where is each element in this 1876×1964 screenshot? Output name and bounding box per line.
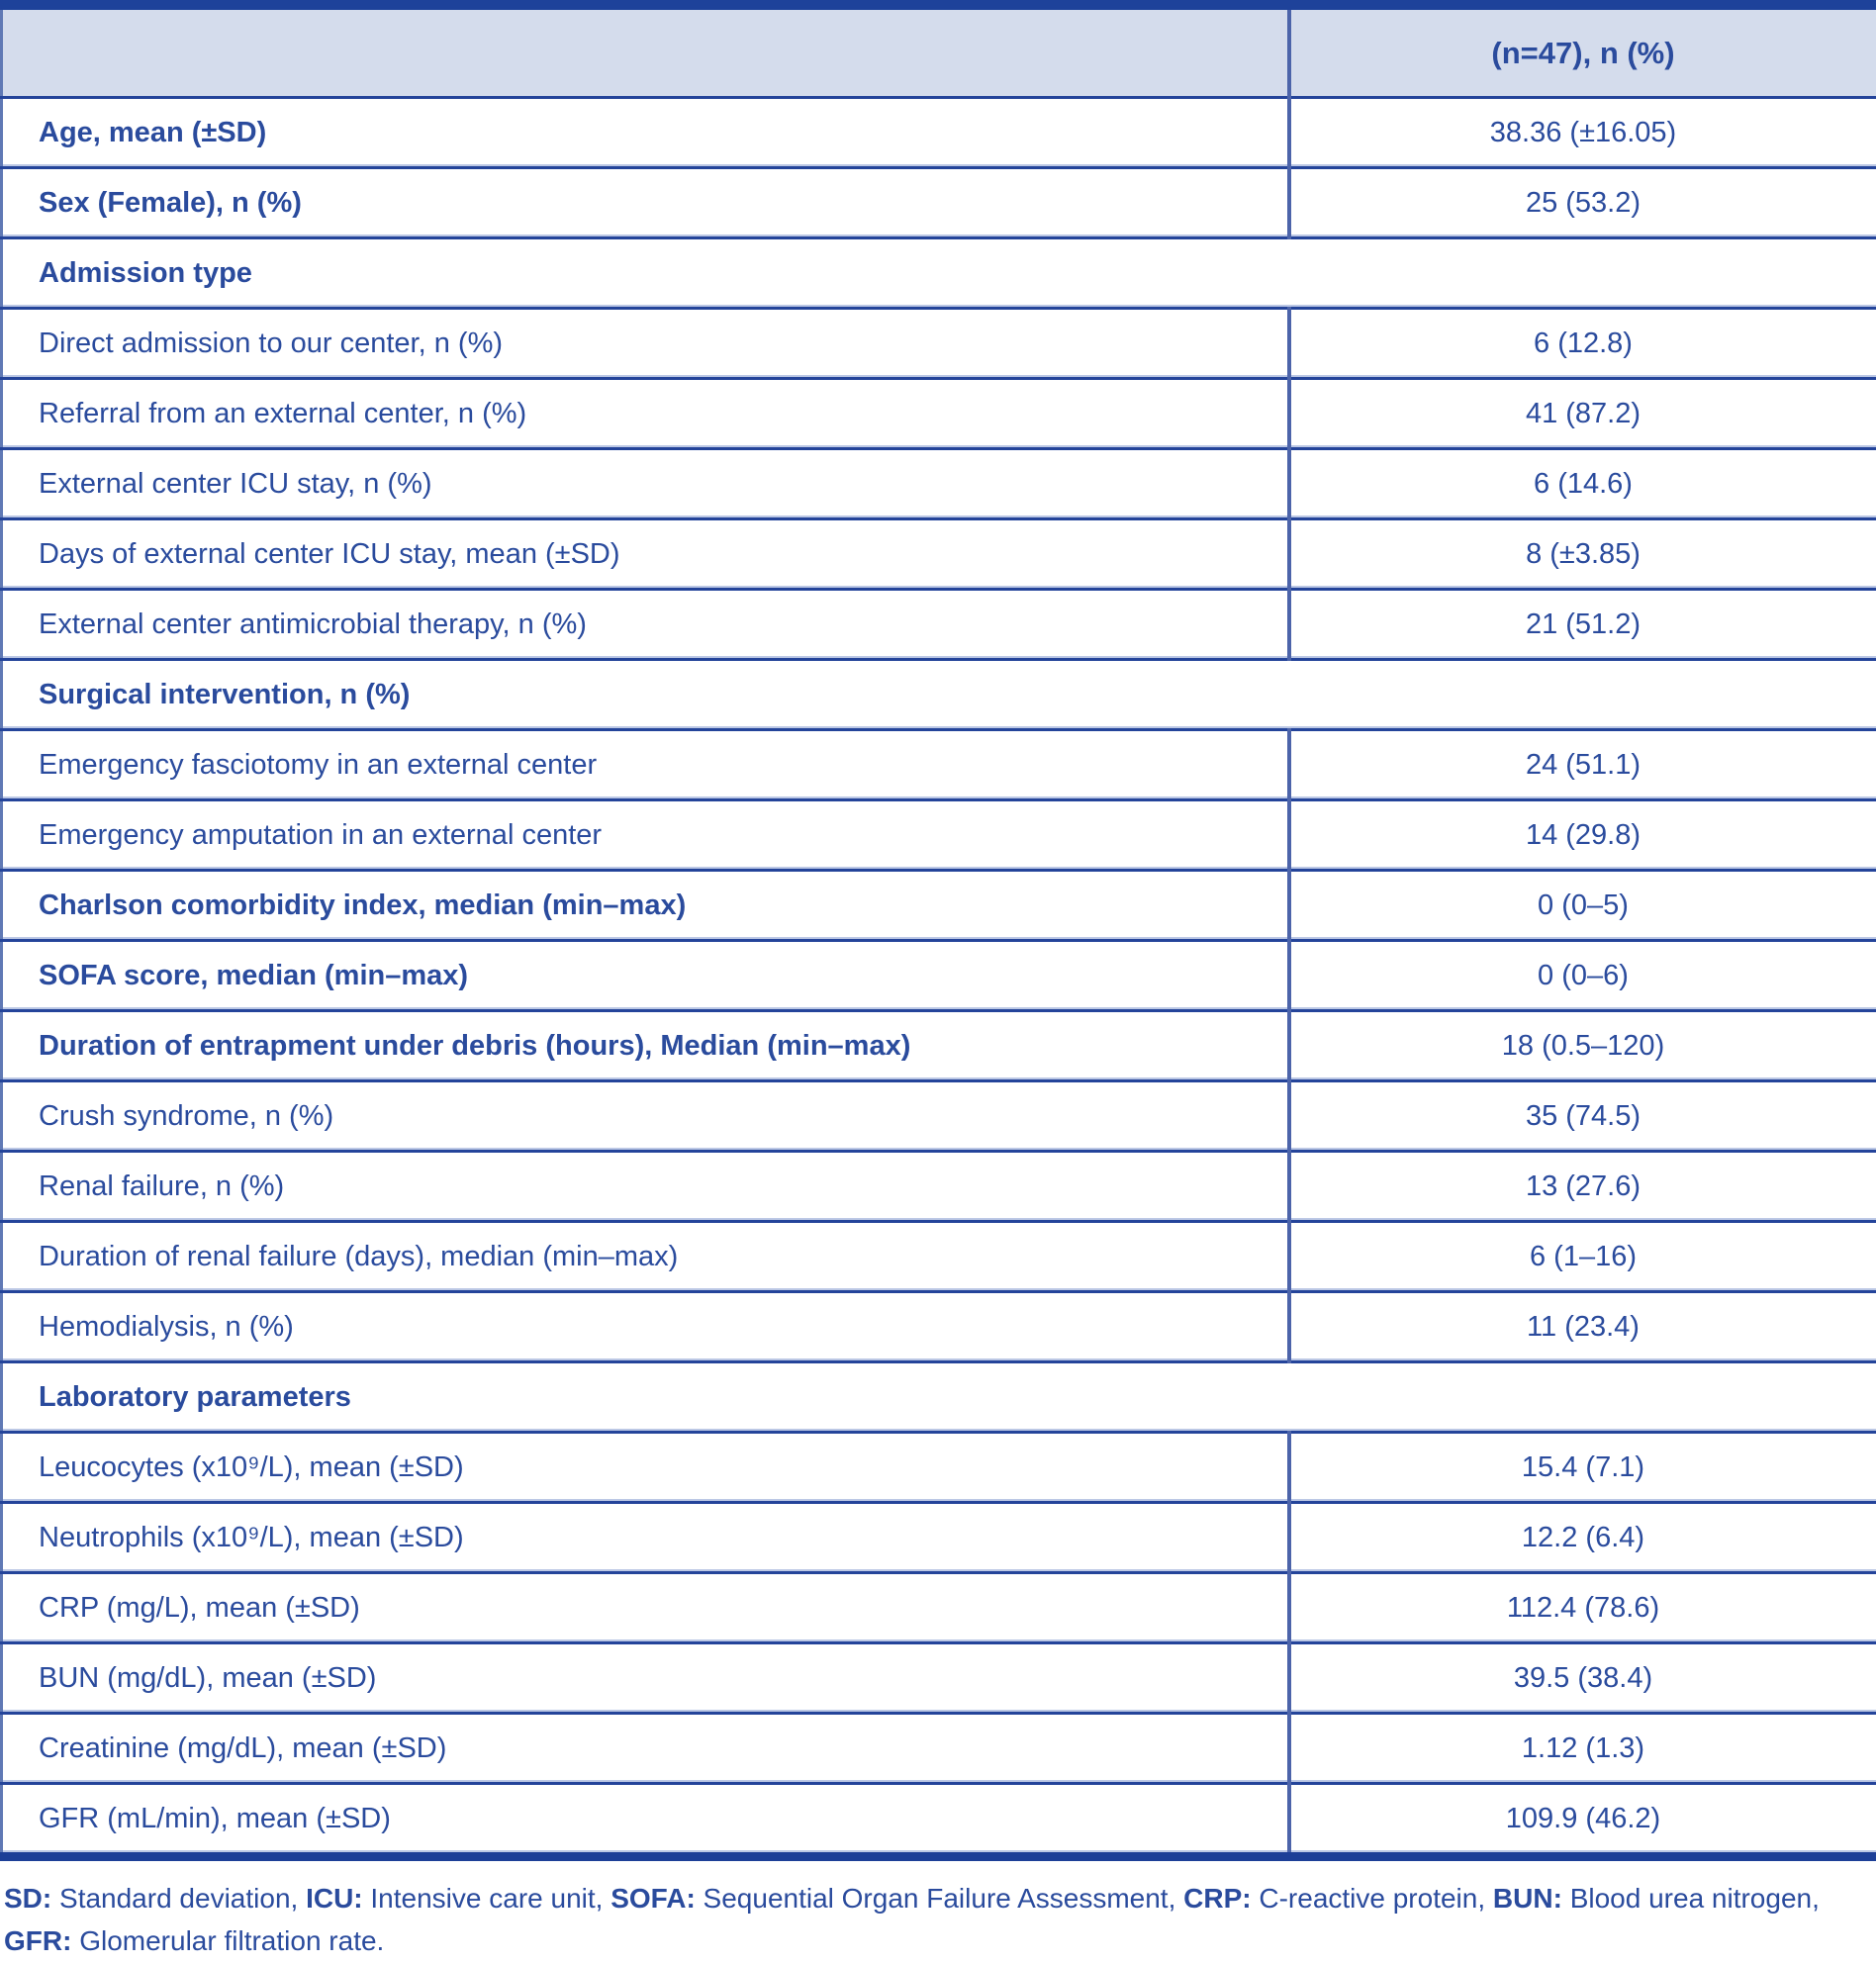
table-row xyxy=(2,1573,1876,1643)
row-label: Renal failure, n (%) xyxy=(2,1152,1289,1222)
footnote-definition: Glomerular filtration rate. xyxy=(71,1925,385,1957)
row-label: Leucocytes (x10⁹/L), mean (±SD) xyxy=(2,1433,1289,1503)
row-value: 0 (0–6) xyxy=(1289,941,1876,1011)
table-row xyxy=(2,941,1876,1011)
table-body xyxy=(2,98,1876,1857)
table-row xyxy=(2,379,1876,449)
footnote-definition: Sequential Organ Failure Assessment, xyxy=(695,1883,1184,1914)
footnote-definition: Blood urea nitrogen, xyxy=(1561,1883,1820,1914)
footnote-term: BUN: xyxy=(1492,1883,1562,1914)
row-value: 35 (74.5) xyxy=(1289,1081,1876,1152)
row-value: 21 (51.2) xyxy=(1289,590,1876,660)
row-value: 12.2 (6.4) xyxy=(1289,1503,1876,1573)
table-row xyxy=(2,871,1876,941)
table-row xyxy=(2,98,1876,168)
row-label: Crush syndrome, n (%) xyxy=(2,1081,1289,1152)
table-row xyxy=(2,1011,1876,1081)
row-value: 6 (12.8) xyxy=(1289,309,1876,379)
row-label: Charlson comorbidity index, median (min–max) xyxy=(2,871,1289,941)
footnote-term: CRP: xyxy=(1183,1883,1252,1914)
row-label: Referral from an external center, n (%) xyxy=(2,379,1289,449)
footnote-definition: C-reactive protein, xyxy=(1251,1883,1493,1914)
table-footnote xyxy=(0,1877,1876,1963)
row-label: Emergency fasciotomy in an external center xyxy=(2,730,1289,800)
row-value: 1.12 (1.3) xyxy=(1289,1714,1876,1784)
row-label: Days of external center ICU stay, mean (±SD) xyxy=(2,519,1289,590)
section-label: Surgical intervention, n (%) xyxy=(2,660,1876,730)
row-value: 8 (±3.85) xyxy=(1289,519,1876,590)
footnote-term: GFR: xyxy=(4,1925,72,1957)
section-label: Laboratory parameters xyxy=(2,1362,1876,1433)
row-value: 11 (23.4) xyxy=(1289,1292,1876,1362)
row-value: 24 (51.1) xyxy=(1289,730,1876,800)
row-value: 109.9 (46.2) xyxy=(1289,1784,1876,1857)
table-row xyxy=(2,1292,1876,1362)
row-label: Emergency amputation in an external center xyxy=(2,800,1289,871)
table-row xyxy=(2,1433,1876,1503)
row-label: Duration of renal failure (days), median (min–max) xyxy=(2,1222,1289,1292)
row-value: 112.4 (78.6) xyxy=(1289,1573,1876,1643)
table-row xyxy=(2,1714,1876,1784)
table-top-border-bar xyxy=(0,0,1876,10)
patient-characteristics-table xyxy=(0,10,1876,1861)
table-row xyxy=(2,1222,1876,1292)
row-value: 6 (1–16) xyxy=(1289,1222,1876,1292)
footnote-definition: Standard deviation, xyxy=(51,1883,307,1914)
header-empty-cell xyxy=(2,10,1289,98)
table-row xyxy=(2,800,1876,871)
section-row xyxy=(2,238,1876,309)
row-value: 39.5 (38.4) xyxy=(1289,1643,1876,1714)
section-label: Admission type xyxy=(2,238,1876,309)
row-label: Age, mean (±SD) xyxy=(2,98,1289,168)
row-label: Creatinine (mg/dL), mean (±SD) xyxy=(2,1714,1289,1784)
row-value: 41 (87.2) xyxy=(1289,379,1876,449)
row-value: 0 (0–5) xyxy=(1289,871,1876,941)
row-label: Duration of entrapment under debris (hours), Median (min–max) xyxy=(2,1011,1289,1081)
table-header-row xyxy=(2,10,1876,98)
row-label: External center ICU stay, n (%) xyxy=(2,449,1289,519)
row-label: CRP (mg/L), mean (±SD) xyxy=(2,1573,1289,1643)
table-row xyxy=(2,1081,1876,1152)
row-value: 13 (27.6) xyxy=(1289,1152,1876,1222)
table-row xyxy=(2,1784,1876,1857)
header-count-cell: (n=47), n (%) xyxy=(1289,10,1876,98)
row-label: External center antimicrobial therapy, n (%) xyxy=(2,590,1289,660)
row-label: GFR (mL/min), mean (±SD) xyxy=(2,1784,1289,1857)
row-value: 38.36 (±16.05) xyxy=(1289,98,1876,168)
row-label: Neutrophils (x10⁹/L), mean (±SD) xyxy=(2,1503,1289,1573)
table-row xyxy=(2,590,1876,660)
row-value: 14 (29.8) xyxy=(1289,800,1876,871)
table-row xyxy=(2,449,1876,519)
table-row xyxy=(2,168,1876,238)
table-row xyxy=(2,1503,1876,1573)
table-row xyxy=(2,1643,1876,1714)
table-row xyxy=(2,519,1876,590)
row-value: 15.4 (7.1) xyxy=(1289,1433,1876,1503)
row-value: 25 (53.2) xyxy=(1289,168,1876,238)
row-value: 18 (0.5–120) xyxy=(1289,1011,1876,1081)
footnote-definition: Intensive care unit, xyxy=(362,1883,611,1914)
row-label: Sex (Female), n (%) xyxy=(2,168,1289,238)
row-label: Direct admission to our center, n (%) xyxy=(2,309,1289,379)
row-label: SOFA score, median (min–max) xyxy=(2,941,1289,1011)
table-row xyxy=(2,1152,1876,1222)
section-row xyxy=(2,1362,1876,1433)
row-label: Hemodialysis, n (%) xyxy=(2,1292,1289,1362)
row-label: BUN (mg/dL), mean (±SD) xyxy=(2,1643,1289,1714)
section-row xyxy=(2,660,1876,730)
table-row xyxy=(2,730,1876,800)
footnote-term: ICU: xyxy=(306,1883,363,1914)
footnote-term: SD: xyxy=(4,1883,52,1914)
footnote-term: SOFA: xyxy=(610,1883,696,1914)
row-value: 6 (14.6) xyxy=(1289,449,1876,519)
table-row xyxy=(2,309,1876,379)
